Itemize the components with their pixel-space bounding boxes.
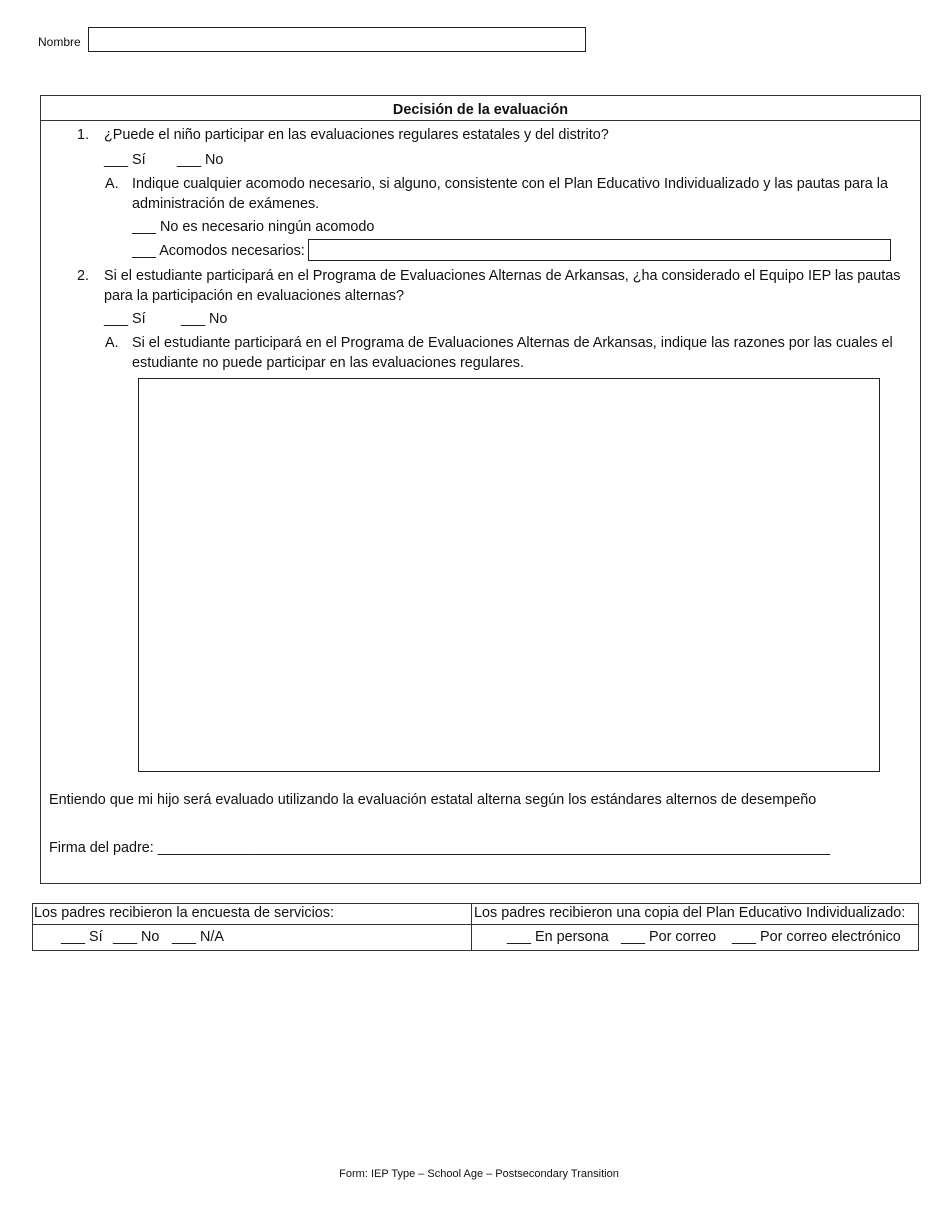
q1a-option-none[interactable]: ___ No es necesario ningún acomodo [132,219,375,235]
survey-option-na[interactable]: ___ N/A [172,929,224,945]
copy-option-mail[interactable]: ___ Por correo [621,929,717,945]
table-row-divider [32,924,919,925]
q2-option-yes[interactable]: ___ Sí [104,311,146,327]
name-label: Nombre [38,35,81,49]
q2a-letter: A. [105,335,119,351]
name-input[interactable] [88,27,586,52]
survey-option-yes[interactable]: ___ Sí [61,929,103,945]
q2a-text: Si el estudiante participará en el Programa de Evaluaciones Alternas de Arkansas, indique las razones por las cuales el estudiante no puede participar en las evaluaciones regulares. [132,335,893,371]
q1-text: ¿Puede el niño participar en las evaluaciones regulares estatales y del distrito? [104,127,609,143]
parent-statement: Entiendo que mi hijo será evaluado utilizando la evaluación estatal alterna según los estándares alternos de desempeño [49,792,817,808]
q1a-text: Indique cualquier acomodo necesario, si alguno, consistente con el Plan Educativo Individualizado y las pautas para la administración de exámenes. [132,176,888,212]
accommodations-input[interactable] [308,239,891,261]
copy-option-email[interactable]: ___ Por correo electrónico [732,929,901,945]
parent-signature-line[interactable]: Firma del padre: ____________________________________________________________________________________ [49,840,831,856]
q1a-letter: A. [105,176,119,192]
q2-number: 2. [77,268,90,284]
copy-option-in-person[interactable]: ___ En persona [507,929,609,945]
reasons-textarea[interactable] [138,378,880,772]
copy-header: Los padres recibieron una copia del Plan Educativo Individualizado: [474,905,906,921]
form-footer: Form: IEP Type – School Age – Postsecondary Transition [339,1168,619,1180]
survey-option-no[interactable]: ___ No [113,929,160,945]
q1-option-no[interactable]: ___ No [177,152,224,168]
q1-number: 1. [77,127,90,143]
section-title: Decisión de la evaluación [392,102,569,118]
survey-header: Los padres recibieron la encuesta de servicios: [34,905,334,921]
q1-option-yes[interactable]: ___ Sí [104,152,146,168]
table-column-divider [471,903,472,951]
q2-text: Si el estudiante participará en el Programa de Evaluaciones Alternas de Arkansas, ¿ha considerado el Equipo IEP las pautas para la participación en evaluaciones alternas? [104,268,901,304]
q1a-option-needed[interactable]: ___ Acomodos necesarios: [132,243,305,259]
q2-option-no[interactable]: ___ No [181,311,228,327]
